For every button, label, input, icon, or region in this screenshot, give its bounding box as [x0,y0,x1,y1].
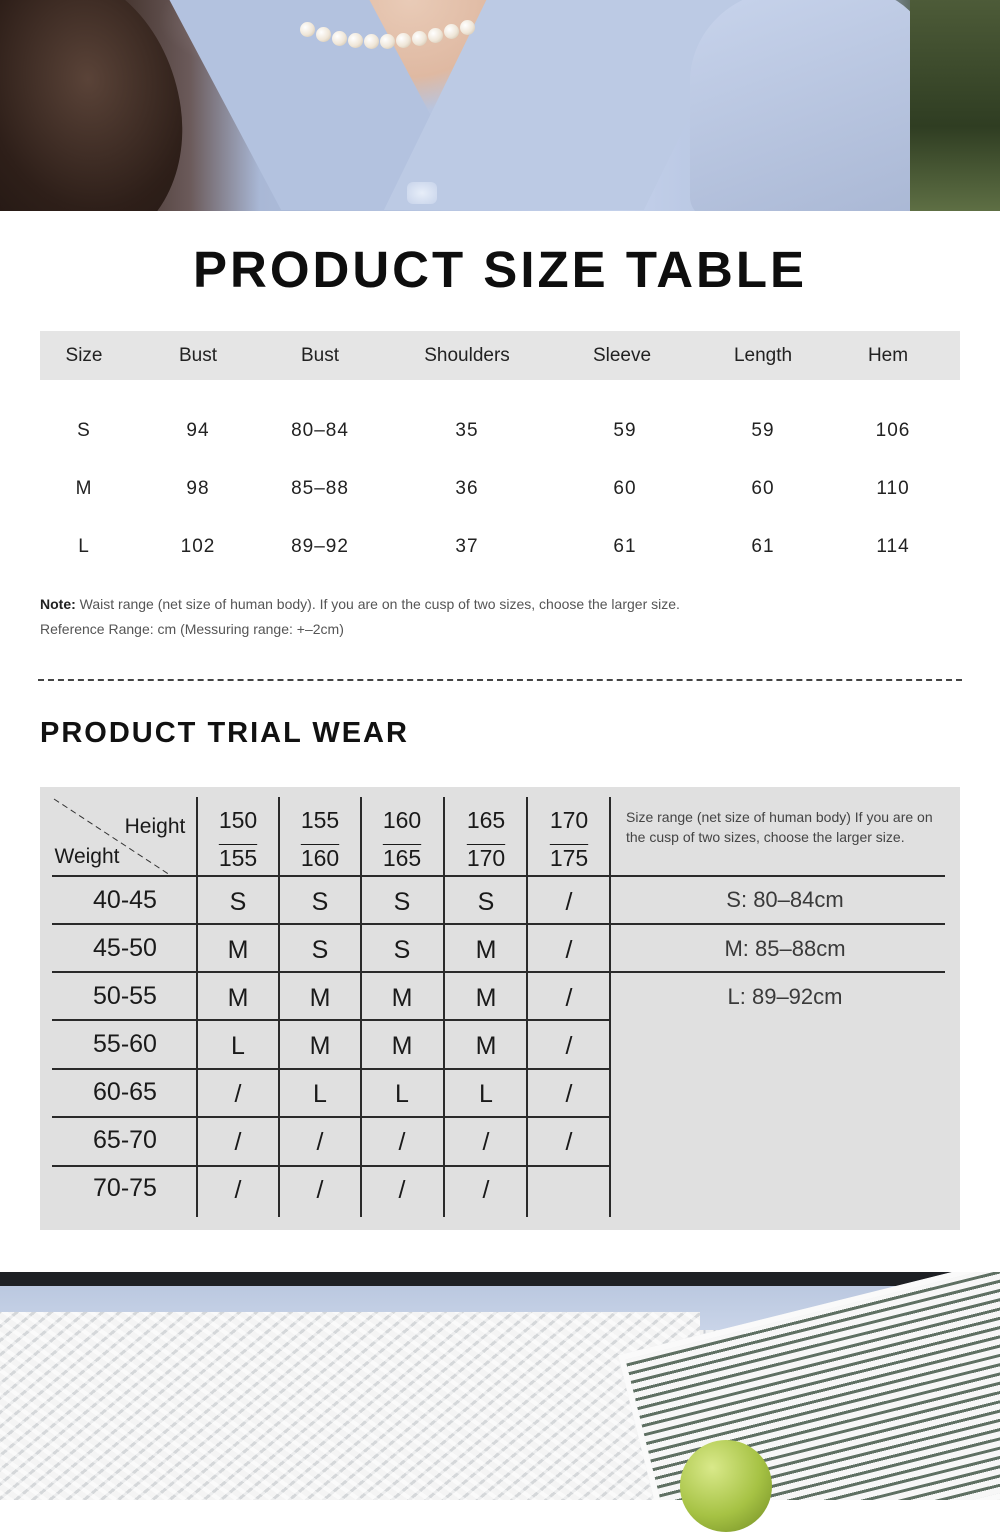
size-cell: M [227,984,249,1012]
row-m-bust: 98 [186,478,210,499]
size-note [40,596,680,612]
size-cell: / [565,936,573,964]
grid-hline [52,1165,609,1167]
size-cell: / [565,1128,573,1156]
height-col-top: 150 [218,807,258,833]
corner-weight-label: Weight [54,845,120,868]
grid-hline [52,875,945,877]
height-col-150-155 [198,801,278,877]
grid-hline [52,1068,609,1070]
row-m-hem: 110 [876,478,910,499]
height-col-160-165 [362,801,442,877]
size-cell: / [398,1176,406,1204]
row-s-length: 59 [751,420,775,441]
blouse-bow [407,182,437,204]
header-bust: Bust [178,345,218,366]
header-bust-range: Bust [300,345,340,366]
size-cell: L [231,1032,245,1060]
dark-strip [0,1272,1000,1286]
grid-hline [52,1116,609,1118]
row-m-length: 60 [751,478,775,499]
size-cell: M [475,984,497,1012]
trial-wear-grid [40,787,960,1230]
weight-label: 45-50 [93,934,157,962]
weight-label: 65-70 [93,1126,157,1154]
size-cell: S [393,936,411,964]
row-s-sleeve: 59 [613,420,637,441]
size-cell: / [316,1128,324,1156]
size-cell: M [391,1032,413,1060]
weight-label: 40-45 [93,886,157,914]
size-cell: S [311,936,329,964]
row-s-bust: 94 [186,420,210,441]
grid-hline [52,923,945,925]
height-col-170-175 [528,801,610,877]
size-cell: / [482,1128,490,1156]
size-range-note: Size range (net size of human body) If you are on the cusp of two sizes, choose the larger size. [626,809,933,845]
size-cell: S [477,888,495,916]
height-col-top: 155 [300,807,340,833]
size-cell: M [475,1032,497,1060]
row-l-bust-range: 89–92 [291,536,349,557]
size-cell: L [395,1080,409,1108]
size-cell: / [565,1032,573,1060]
height-col-bottom: 170 [466,845,506,871]
note-label: Note: [40,596,76,612]
size-cell: / [565,888,573,916]
size-cell: M [309,984,331,1012]
size-cell: / [234,1176,242,1204]
size-cell: / [565,1080,573,1108]
row-l-sleeve: 61 [613,536,637,557]
size-cell: M [309,1032,331,1060]
row-l-bust: 102 [180,536,216,557]
size-table-title: PRODUCT SIZE TABLE [192,241,808,298]
height-col-bottom: 175 [549,845,589,871]
height-col-bottom: 160 [300,845,340,871]
corner-height-label: Height [124,815,186,838]
row-l-length: 61 [751,536,775,557]
size-cell: / [398,1128,406,1156]
row-s-shoulders: 35 [455,420,479,441]
row-l-size: L [78,536,90,557]
range-m: M: 85–88cm [724,936,846,961]
size-cell: M [227,936,249,964]
height-col-top: 170 [549,807,589,833]
size-cell: / [565,984,573,1012]
row-l-shoulders: 37 [455,536,479,557]
section-divider [38,679,962,681]
lace-tablecloth [0,1312,700,1500]
weight-label: 70-75 [93,1174,157,1202]
trial-wear-title: PRODUCT TRIAL WEAR [40,717,409,749]
size-cell: L [479,1080,493,1108]
size-cell: / [316,1176,324,1204]
pearl-necklace [300,18,500,48]
green-grape [680,1440,772,1532]
model-photo-top [0,0,1000,211]
height-col-165-170 [445,801,527,877]
weight-label: 60-65 [93,1078,157,1106]
reference-range-note: Reference Range: cm (Messuring range: +–2cm) [40,621,344,637]
size-cell: M [391,984,413,1012]
row-m-shoulders: 36 [455,478,479,499]
size-cell: S [311,888,329,916]
weight-label: 50-55 [93,982,157,1010]
row-l-hem: 114 [876,536,910,557]
row-s-hem: 106 [875,420,911,441]
weight-label: 55-60 [93,1030,157,1058]
header-size: Size [65,345,103,366]
range-s: S: 80–84cm [726,887,844,912]
header-hem: Hem [867,345,909,366]
row-m-size: M [75,478,93,499]
size-cell: M [475,936,497,964]
height-col-top: 165 [466,807,506,833]
note-text: Waist range (net size of human body). If you are on the cusp of two sizes, choose the larger size. [75,596,680,612]
lace-tablecloth-photo [0,1272,1000,1500]
model-hair [0,0,198,211]
background-foliage [910,0,1000,211]
height-col-bottom: 165 [382,845,422,871]
header-length: Length [733,345,793,366]
row-m-bust-range: 85–88 [291,478,349,499]
grid-hline [52,971,945,973]
height-col-bottom: 155 [218,845,258,871]
header-sleeve: Sleeve [592,345,652,366]
row-s-size: S [77,420,91,441]
row-s-bust-range: 80–84 [291,420,349,441]
blouse-sleeve [690,0,930,211]
header-shoulders: Shoulders [424,345,510,366]
size-cell: S [229,888,247,916]
size-cell: / [234,1128,242,1156]
row-m-sleeve: 60 [613,478,637,499]
range-l: L: 89–92cm [727,984,843,1009]
height-col-155-160 [280,801,360,877]
height-col-top: 160 [382,807,422,833]
size-cell: / [234,1080,242,1108]
size-cell: / [482,1176,490,1204]
grid-hline [52,1019,609,1021]
size-cell: L [313,1080,327,1108]
size-cell: S [393,888,411,916]
